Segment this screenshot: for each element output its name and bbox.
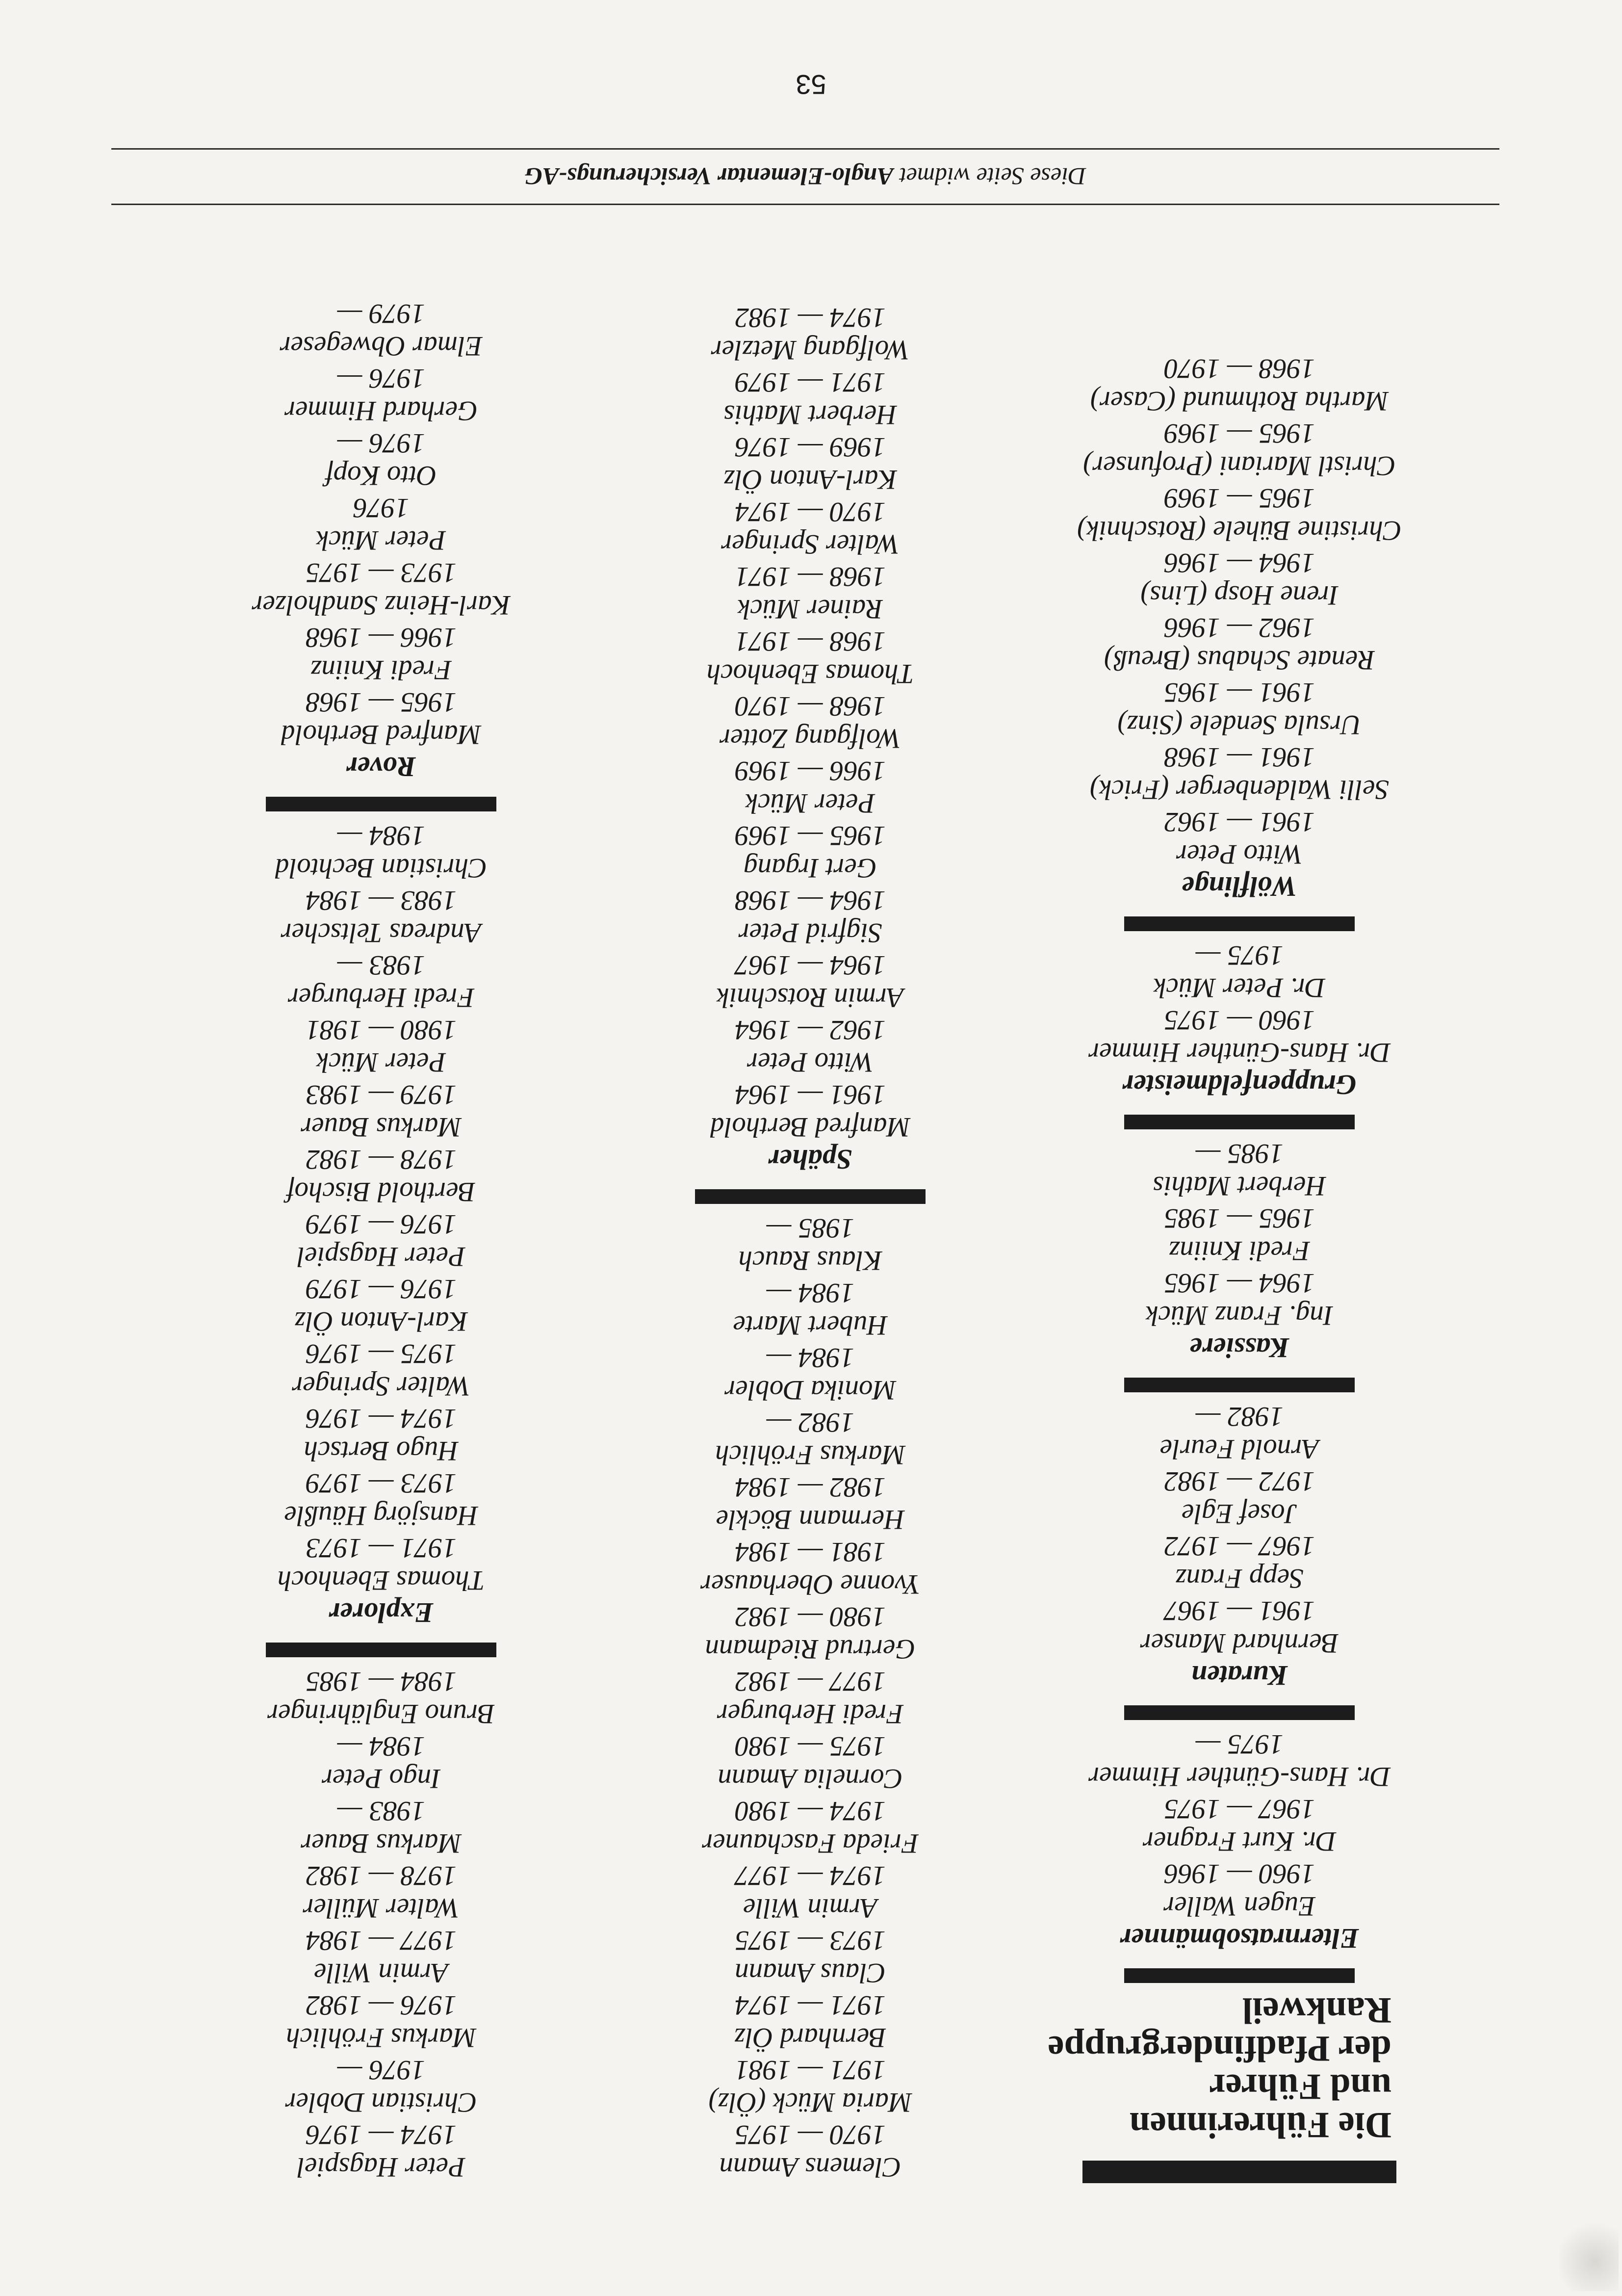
term-years: 1984 — <box>337 1731 425 1762</box>
person-name: Elmar Obwegeser <box>280 331 483 362</box>
term-years: 1964 — 1967 <box>735 950 886 981</box>
term-years: 1976 — <box>337 428 425 459</box>
term-years: 1985 — <box>1195 1138 1284 1169</box>
term-years: 1976 — 1982 <box>306 1990 457 2021</box>
term-years: 1961 — 1962 <box>1164 807 1315 837</box>
footer-rule-top <box>111 204 1499 205</box>
term-years: 1985 — <box>766 1213 854 1244</box>
term-years: 1976 — <box>337 363 425 394</box>
person-name: Thomas Ebenhoch <box>277 1565 485 1596</box>
page-number: 53 <box>796 69 826 100</box>
term-years: 1979 — 1983 <box>306 1079 457 1110</box>
term-years: 1960 — 1966 <box>1164 1858 1315 1889</box>
person-name: Markus Fröhlich <box>286 2022 476 2053</box>
section-bar <box>266 1643 496 1657</box>
term-years: 1962 — 1966 <box>1164 612 1315 643</box>
term-years: 1973 — 1975 <box>306 557 457 588</box>
term-years: 1970 — 1975 <box>735 2119 886 2150</box>
term-years: 1983 — <box>337 950 425 981</box>
term-years: 1976 — <box>337 2055 425 2086</box>
term-years: 1970 — 1974 <box>735 496 886 527</box>
term-years: 1968 — 1971 <box>735 626 886 657</box>
person-name: Christl Mariani (Profunser) <box>1083 450 1396 481</box>
person-name: Ing. Franz Mück <box>1146 1300 1333 1331</box>
section-bar <box>1124 1968 1355 1983</box>
term-years: 1971 — 1979 <box>735 367 886 398</box>
person-name: Arnold Feurle <box>1159 1434 1319 1464</box>
section-heading: Elternratsobmänner <box>1120 1923 1359 1955</box>
person-name: Manfred Berthold <box>281 719 481 750</box>
person-name: Otto Kopf <box>325 460 437 491</box>
term-years: 1979 — <box>337 298 425 329</box>
title-line: und Führer <box>1209 2066 1391 2107</box>
person-name: Witto Peter <box>747 1047 874 1078</box>
person-name: Hugo Bertsch <box>304 1435 459 1466</box>
title-line: Rankweil <box>1242 1990 1391 2031</box>
section-bar <box>1124 1115 1355 1129</box>
term-years: 1975 — <box>1195 940 1284 971</box>
person-name: Hubert Marte <box>733 1310 888 1341</box>
term-years: 1977 — 1982 <box>735 1666 886 1697</box>
person-name: Peter Mück <box>316 1047 446 1078</box>
term-years: 1966 — 1968 <box>306 622 457 653</box>
term-years: 1969 — 1976 <box>735 432 886 463</box>
person-name: Walter Müller <box>303 1893 460 1924</box>
section-bar <box>1124 1378 1355 1392</box>
person-name: Karl-Anton Ölz <box>294 1306 468 1337</box>
term-years: 1972 — 1982 <box>1164 1466 1315 1497</box>
term-years: 1974 — 1976 <box>306 2119 457 2150</box>
person-name: Christian Bechtold <box>275 853 488 884</box>
term-years: 1976 — 1979 <box>306 1209 457 1240</box>
term-years: 1960 — 1975 <box>1164 1005 1315 1036</box>
section-heading: Explorer <box>329 1597 434 1629</box>
term-years: 1975 — 1976 <box>306 1338 457 1369</box>
person-name: Peter Hagspiel <box>297 1241 465 1272</box>
term-years: 1961 — 1967 <box>1164 1595 1315 1626</box>
term-years: 1965 — 1968 <box>306 687 457 718</box>
person-name: Frieda Faschauner <box>702 1828 919 1859</box>
person-name: Christian Dobler <box>285 2087 477 2118</box>
person-name: Armin Rotschnik <box>717 982 904 1013</box>
person-name: Bruno Englähringer <box>267 1698 495 1729</box>
term-years: 1984 — <box>337 820 425 851</box>
person-name: Peter Hagspiel <box>297 2152 465 2183</box>
term-years: 1971 — 1974 <box>735 1990 886 2021</box>
person-name: Wolfgang Metzler <box>711 335 910 365</box>
column-middle <box>575 301 1046 2183</box>
person-name: Yvonne Oberhauser <box>700 1569 921 1600</box>
person-name: Markus Bauer <box>301 1828 462 1859</box>
term-years: 1965 — 1969 <box>1164 483 1315 514</box>
term-years: 1978 — 1982 <box>306 1860 457 1891</box>
term-years: 1980 — 1982 <box>735 1601 886 1632</box>
scan-mark <box>1560 2218 1619 2291</box>
term-years: 1975 — <box>1195 1729 1284 1760</box>
term-years: 1978 — 1982 <box>306 1144 457 1175</box>
person-name: Hansjörg Häußle <box>284 1500 478 1531</box>
term-years: 1964 — 1965 <box>1164 1268 1315 1299</box>
column-left <box>1004 352 1475 2183</box>
person-name: Ursula Sendele (Sinz) <box>1117 709 1362 740</box>
term-years: 1973 — 1979 <box>306 1468 457 1499</box>
term-years: 1961 — 1964 <box>735 1079 886 1110</box>
page-title <box>1004 1991 1475 2144</box>
section-heading: Rover <box>346 751 416 783</box>
section-bar <box>266 797 496 811</box>
term-years: 1964 — 1968 <box>735 885 886 916</box>
person-name: Karl-Heinz Sandholzer <box>252 590 511 621</box>
person-name: Fredi Kniinz <box>1169 1235 1310 1266</box>
person-name: Clemens Amann <box>719 2152 901 2183</box>
term-years: 1965 — 1969 <box>735 820 886 851</box>
person-name: Wolfgang Zotter <box>719 723 901 754</box>
person-name: Irene Hosp (Lins) <box>1140 580 1339 611</box>
person-name: Peter Mück <box>745 788 875 819</box>
person-name: Renate Schabus (Breuß) <box>1104 645 1375 676</box>
term-years: 1971 — 1981 <box>735 2055 886 2086</box>
term-years: 1983 — 1984 <box>306 885 457 916</box>
person-name: Dr. Kurt Fragner <box>1142 1826 1337 1857</box>
person-name: Martha Rothmund (Caser) <box>1090 386 1389 417</box>
person-name: Bernhard Ölz <box>734 2022 886 2053</box>
term-years: 1968 — 1970 <box>735 691 886 722</box>
person-name: Gert Irgang <box>744 853 877 884</box>
term-years: 1976 — 1979 <box>306 1274 457 1305</box>
person-name: Witto Peter <box>1176 839 1303 870</box>
person-name: Markus Fröhlich <box>715 1439 905 1470</box>
term-years: 1973 — 1975 <box>735 1925 886 1956</box>
term-years: 1961 — 1965 <box>1164 677 1315 708</box>
person-name: Selli Waldenberger (Frick) <box>1090 774 1389 805</box>
term-years: 1980 — 1981 <box>306 1015 457 1045</box>
section-heading: Kassiere <box>1189 1332 1289 1364</box>
title-line: Die Führerinnen <box>1129 2105 1391 2145</box>
section-heading: Späher <box>768 1144 852 1175</box>
term-years: 1974 — 1980 <box>735 1796 886 1826</box>
section-bar <box>1124 916 1355 931</box>
term-years: 1964 — 1966 <box>1164 548 1315 578</box>
section-heading: Wölflinge <box>1182 871 1297 903</box>
person-name: Walter Springer <box>292 1371 470 1402</box>
term-years: 1974 — 1976 <box>306 1403 457 1434</box>
term-years: 1981 — 1984 <box>735 1537 886 1567</box>
column-right <box>146 297 617 2183</box>
person-name: Herbert Mathis <box>723 399 897 430</box>
term-years: 1982 — <box>766 1407 854 1438</box>
section-bar <box>695 1189 926 1204</box>
middle-sections <box>575 301 1046 2183</box>
term-years: 1984 — <box>766 1278 854 1308</box>
term-years: 1975 — 1980 <box>735 1731 886 1762</box>
person-name: Rainer Mück <box>738 594 883 625</box>
person-name: Maria Mück (Ölz) <box>708 2087 912 2118</box>
person-name: Fredi Herburger <box>287 982 475 1013</box>
person-name: Walter Springer <box>721 529 900 560</box>
term-years: 1965 — 1985 <box>1164 1203 1315 1234</box>
person-name: Ingo Peter <box>321 1763 441 1794</box>
person-name: Andreas Teltscher <box>281 917 482 948</box>
right-sections <box>146 297 617 2183</box>
term-years: 1967 — 1975 <box>1164 1794 1315 1825</box>
term-years: 1968 — 1971 <box>735 561 886 592</box>
person-name: Dr. Hans-Günther Himmer <box>1088 1761 1390 1792</box>
title-bar <box>1082 2161 1396 2183</box>
term-years: 1984 — <box>766 1342 854 1373</box>
sponsor-prefix: Diese Seite widmet <box>899 163 1086 190</box>
term-years: 1983 — <box>337 1796 425 1826</box>
person-name: Bernhard Manser <box>1140 1628 1339 1659</box>
term-years: 1962 — 1964 <box>735 1015 886 1045</box>
term-years: 1971 — 1973 <box>306 1533 457 1564</box>
person-name: Armin Wille <box>743 1893 877 1924</box>
term-years: 1967 — 1972 <box>1164 1531 1315 1562</box>
person-name: Klaus Rauch <box>738 1245 882 1276</box>
person-name: Gerhard Himmer <box>284 395 478 426</box>
person-name: Hermann Böckle <box>716 1504 905 1535</box>
person-name: Christine Bühele (Rotschnik) <box>1077 515 1402 546</box>
person-name: Sigfrid Peter <box>738 917 882 948</box>
person-name: Sepp Franz <box>1175 1563 1304 1594</box>
left-sections <box>1004 352 1475 1983</box>
person-name: Karl-Anton Ölz <box>723 464 897 495</box>
person-name: Fredi Kniinz <box>310 654 452 685</box>
term-years: 1982 — 1984 <box>735 1472 886 1503</box>
sponsor-name: Anglo-Elementar Versicherungs-AG <box>524 163 894 190</box>
title-line: der Pfadfindergruppe <box>1048 2028 1391 2069</box>
person-name: Cornelia Amann <box>718 1763 903 1794</box>
person-name: Josef Egle <box>1182 1498 1297 1529</box>
person-name: Claus Amann <box>735 1957 886 1988</box>
person-name: Manfred Berthold <box>710 1112 910 1143</box>
person-name: Peter Mück <box>316 525 446 556</box>
person-name: Dr. Peter Mück <box>1154 972 1325 1003</box>
term-years: 1976 <box>353 493 409 523</box>
term-years: 1961 — 1968 <box>1164 742 1315 773</box>
person-name: Armin Wille <box>314 1957 448 1988</box>
person-name: Berthold Bischof <box>286 1176 476 1207</box>
person-name: Monika Dobler <box>724 1375 896 1406</box>
section-heading: Gruppenfeldmeister <box>1122 1069 1357 1101</box>
footer <box>111 148 1499 205</box>
term-years: 1966 — 1969 <box>735 756 886 786</box>
term-years: 1982 — <box>1195 1401 1284 1432</box>
person-name: Thomas Ebenhoch <box>706 658 914 689</box>
section-bar <box>1124 1705 1355 1720</box>
person-name: Eugen Waller <box>1163 1891 1315 1922</box>
person-name: Fredi Herburger <box>717 1698 904 1729</box>
person-name: Dr. Hans-Günther Himmer <box>1088 1037 1390 1068</box>
term-years: 1974 — 1982 <box>735 302 886 333</box>
term-years: 1977 — 1984 <box>306 1925 457 1956</box>
term-years: 1974 — 1977 <box>735 1860 886 1891</box>
term-years: 1984 — 1985 <box>306 1666 457 1697</box>
person-name: Herbert Mathis <box>1153 1171 1326 1201</box>
section-heading: Kuraten <box>1191 1660 1288 1692</box>
person-name: Gertrud Riedmann <box>705 1634 916 1665</box>
sponsor-line <box>111 150 1499 204</box>
term-years: 1968 — 1970 <box>1164 353 1315 384</box>
person-name: Markus Bauer <box>301 1112 462 1143</box>
term-years: 1965 — 1969 <box>1164 418 1315 449</box>
